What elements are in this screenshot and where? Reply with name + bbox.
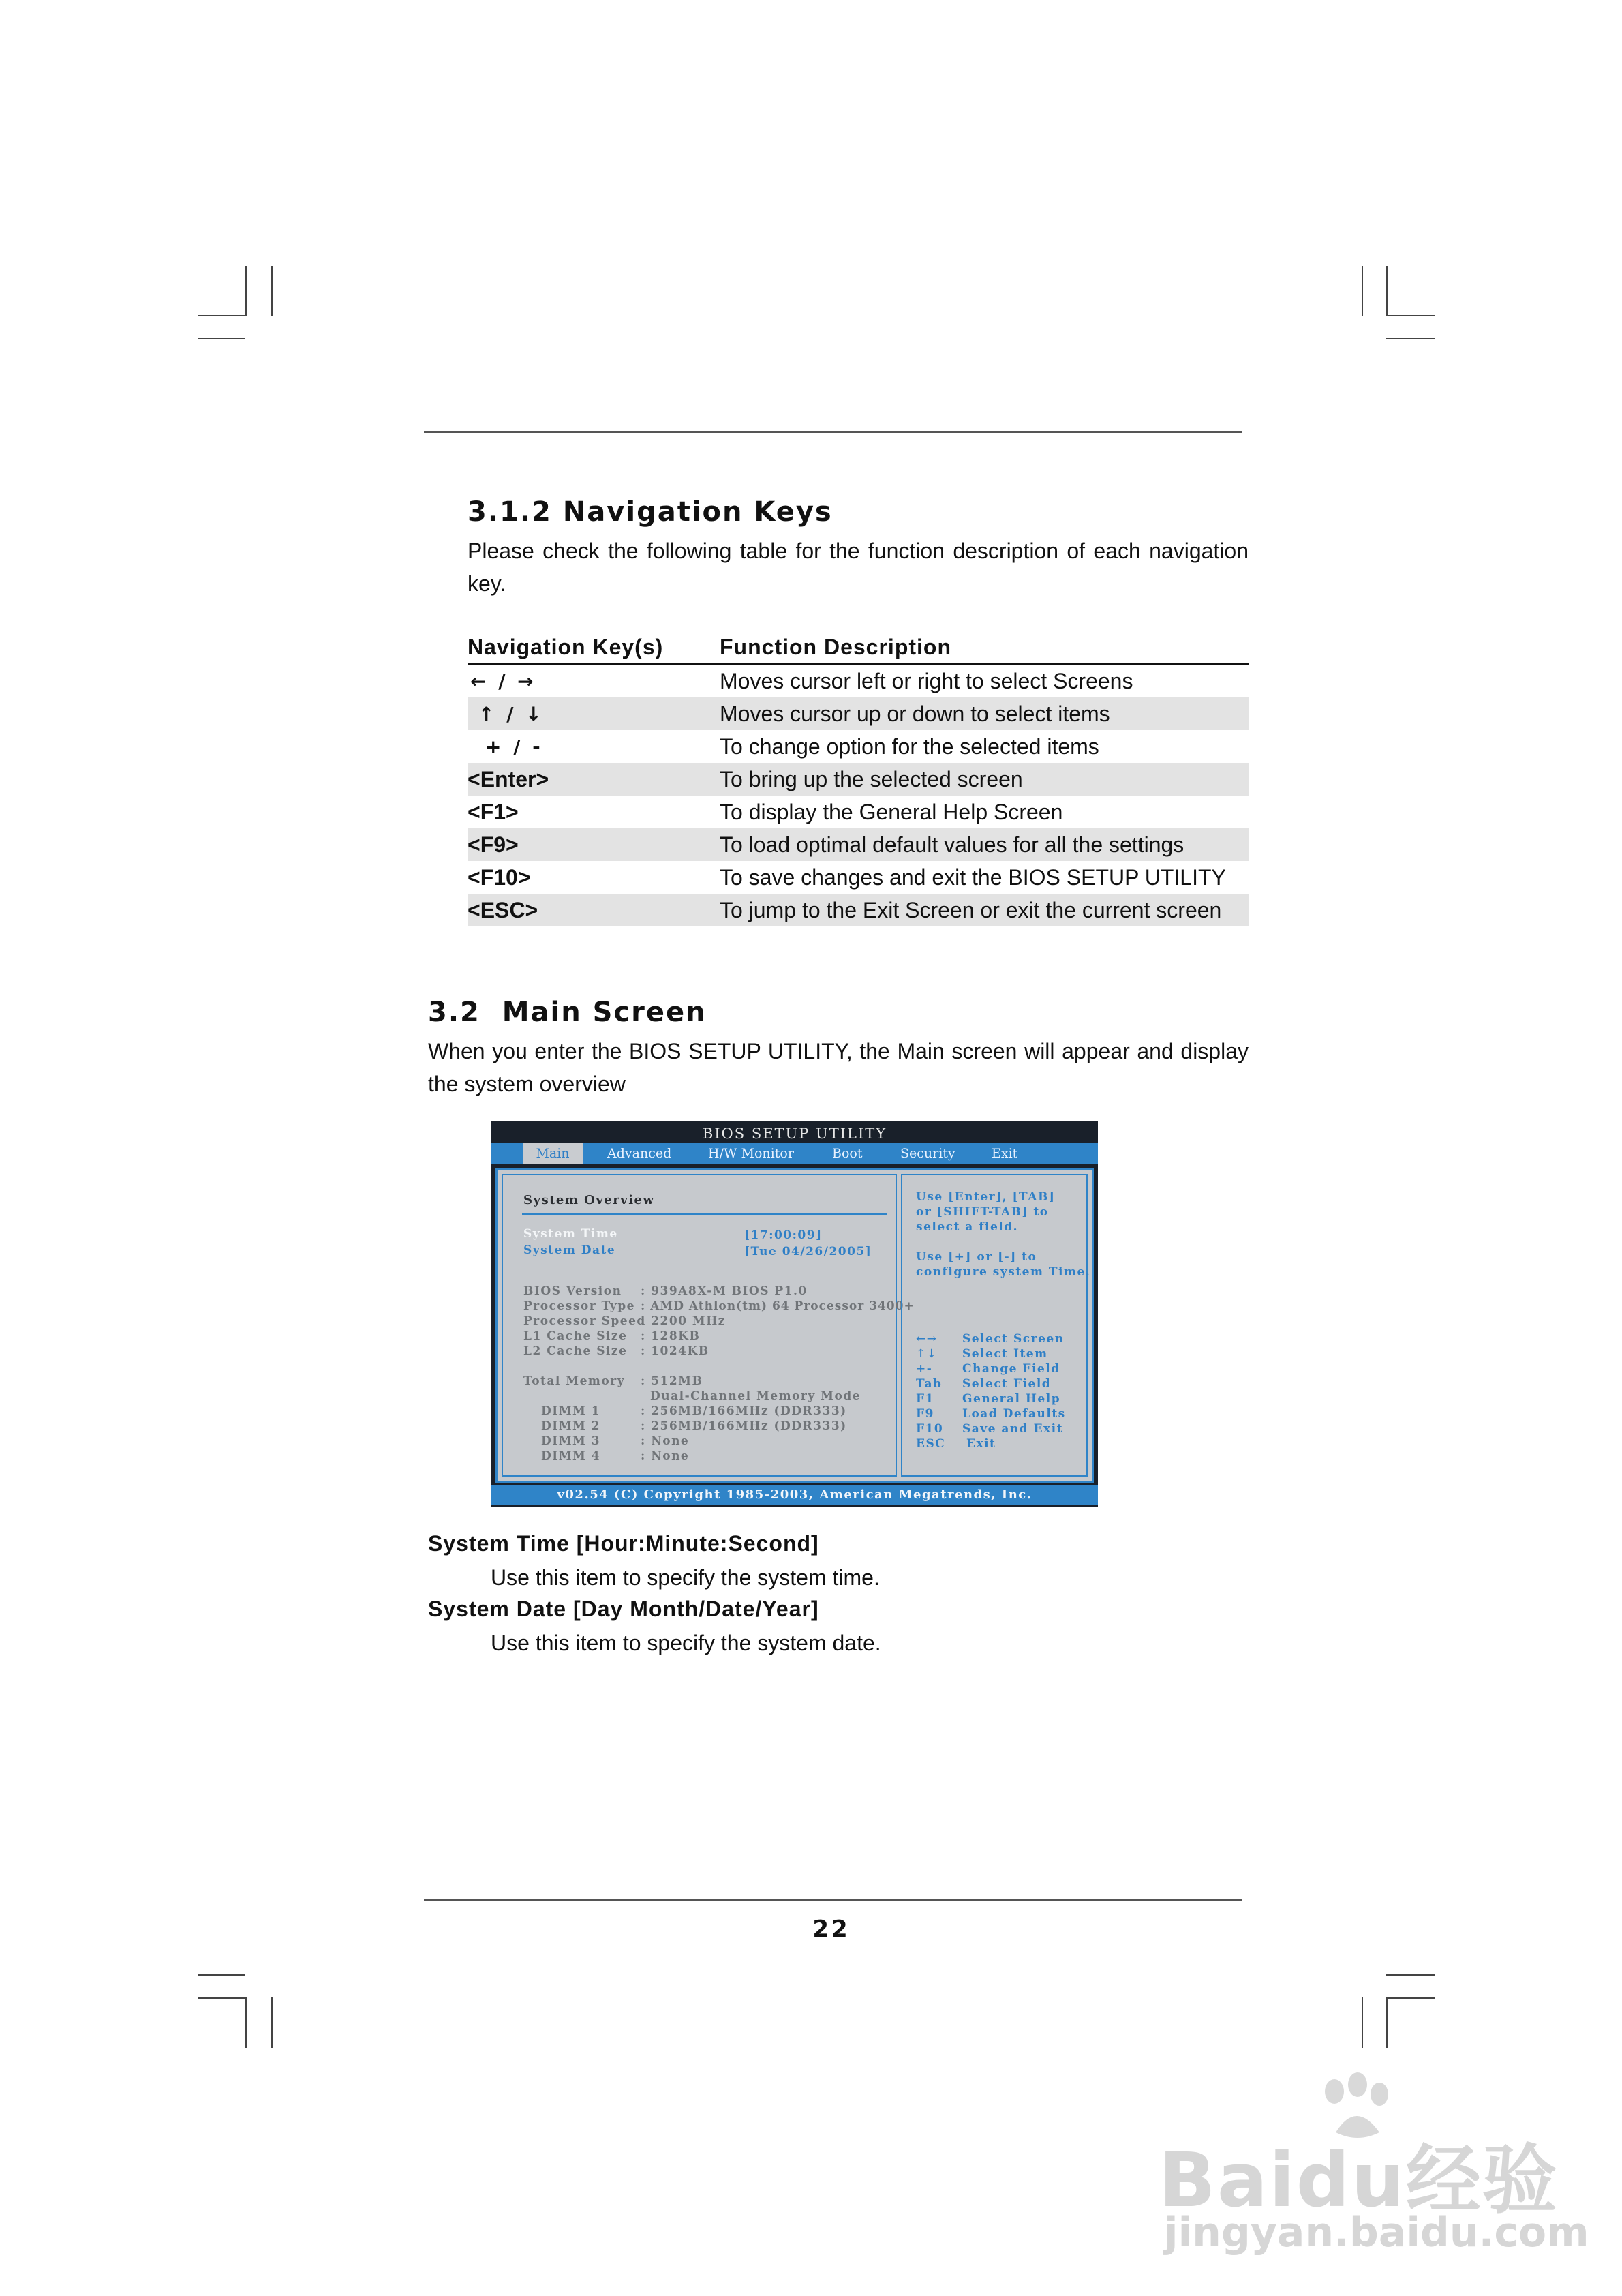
bios-tab-main[interactable]: Main <box>523 1143 583 1164</box>
key-cell: + / - <box>485 735 543 758</box>
bios-dimm-value: : None <box>641 1449 690 1463</box>
bios-memory-value: : 512MB <box>641 1374 703 1388</box>
key-cell: ← / → <box>470 669 536 693</box>
bios-footer: v02.54 (C) Copyright 1985-2003, American Megatrends, Inc. <box>491 1485 1098 1505</box>
description-cell: To display the General Help Screen <box>720 799 1063 824</box>
bios-info-value: : 128KB <box>641 1329 701 1343</box>
bios-help-line: Use [Enter], [TAB] <box>916 1190 1056 1204</box>
bios-overview-panel <box>502 1174 915 1477</box>
bios-memory-mode: Dual-Channel Memory Mode <box>650 1389 861 1403</box>
navigation-keys-table <box>468 631 1249 926</box>
bios-info-value: : 939A8X-M BIOS P1.0 <box>641 1284 808 1298</box>
column-header-description: Function Description <box>720 631 1249 664</box>
bios-body <box>495 1168 1094 1483</box>
bios-key-action: Change Field <box>962 1362 1060 1376</box>
bios-screenshot <box>491 1121 1098 1507</box>
bios-tab-exit[interactable]: Exit <box>992 1146 1018 1161</box>
crop-mark <box>1386 315 1435 316</box>
bios-dimm-label: DIMM 3 <box>541 1434 601 1448</box>
bios-dimm-label: DIMM 4 <box>541 1449 601 1463</box>
description-cell: To load optimal default values for all the settings <box>720 828 1249 861</box>
description-cell: Moves cursor up or down to select items <box>720 697 1249 730</box>
bios-key: +- <box>916 1362 933 1376</box>
bios-dimm-label: DIMM 1 <box>541 1404 601 1418</box>
bios-help-line: Use [+] or [-] to <box>916 1250 1037 1264</box>
bios-key: ←→ <box>916 1332 938 1346</box>
table-row <box>468 697 1249 730</box>
bios-help-line: configure system Time. <box>916 1265 1091 1279</box>
bios-info-value: : 2200 MHz <box>641 1314 726 1328</box>
bios-key: ↑↓ <box>916 1347 938 1361</box>
key-cell: <F10> <box>468 864 531 890</box>
crop-mark <box>245 266 247 316</box>
bios-heading-divider <box>522 1213 887 1215</box>
crop-mark <box>1386 338 1435 339</box>
bios-dimm-value: : 256MB/166MHz (DDR333) <box>641 1404 847 1418</box>
crop-mark <box>1386 1974 1435 1976</box>
table-row <box>468 730 1249 763</box>
bios-help-line: select a field. <box>916 1220 1019 1234</box>
bios-info-label: L1 Cache Size <box>523 1329 628 1343</box>
bios-key: F1 <box>916 1392 934 1406</box>
key-cell: <F9> <box>468 828 720 861</box>
bios-key: F10 <box>916 1422 944 1436</box>
bios-dimm-value: : None <box>641 1434 690 1448</box>
main-screen-intro: When you enter the BIOS SETUP UTILITY, the Main screen will appear and display the system overview <box>428 1039 1249 1096</box>
bios-menu-bar <box>491 1143 1098 1164</box>
bios-tab-hw-monitor[interactable]: H/W Monitor <box>708 1146 794 1161</box>
bios-dimm-value: : 256MB/166MHz (DDR333) <box>641 1419 847 1433</box>
bios-key-action: Select Item <box>962 1347 1048 1361</box>
bios-info-label: BIOS Version <box>523 1284 622 1298</box>
key-cell: <F1> <box>468 799 519 824</box>
crop-mark <box>198 338 245 339</box>
bios-key-action: Select Field <box>962 1377 1052 1391</box>
crop-mark <box>198 315 245 316</box>
bios-key-action: Save and Exit <box>962 1422 1063 1436</box>
description-cell: To save changes and exit the BIOS SETUP UTILITY <box>720 864 1226 890</box>
bios-info-label: Processor Speed <box>523 1314 646 1328</box>
section-title-main-screen: 3.2 Main Screen <box>428 997 707 1028</box>
crop-mark <box>245 1997 247 2048</box>
item-desc-system-time: Use this item to specify the system time. <box>491 1565 880 1590</box>
bios-info-label: Processor Type <box>523 1299 635 1313</box>
watermark-brand: Baidu经验 <box>1159 2136 1559 2224</box>
bios-info-value: : 1024KB <box>641 1344 709 1358</box>
bios-key-action: Exit <box>966 1437 996 1451</box>
bios-key: Tab <box>916 1377 943 1391</box>
bios-memory-label: Total Memory <box>523 1374 626 1388</box>
bios-key-action: Load Defaults <box>962 1407 1066 1421</box>
crop-mark <box>198 1974 245 1976</box>
table-row <box>468 664 1249 698</box>
crop-mark <box>1362 1997 1363 2048</box>
bios-key: ESC <box>916 1437 946 1451</box>
crop-mark <box>198 1997 245 1999</box>
crop-mark <box>271 266 273 316</box>
key-cell: ↑ / ↓ <box>468 697 720 730</box>
crop-mark <box>1386 1997 1435 1999</box>
item-title-system-time: System Time [Hour:Minute:Second] <box>428 1531 819 1556</box>
bios-tab-boot[interactable]: Boot <box>832 1146 863 1161</box>
bios-key-action: General Help <box>962 1392 1061 1406</box>
description-cell: To jump to the Exit Screen or exit the current screen <box>720 894 1249 926</box>
description-cell: To bring up the selected screen <box>720 763 1249 796</box>
description-cell: Moves cursor left or right to select Screens <box>720 668 1133 693</box>
table-row <box>468 861 1249 894</box>
bios-system-date-value[interactable]: [Tue 04/26/2005] <box>744 1245 872 1258</box>
bios-help-line: or [SHIFT-TAB] to <box>916 1205 1049 1219</box>
key-cell: <Enter> <box>468 763 720 796</box>
crop-mark <box>1386 1997 1388 2048</box>
item-desc-system-date: Use this item to specify the system date. <box>491 1631 881 1655</box>
key-cell: <ESC> <box>468 894 720 926</box>
section-title-navigation-keys: 3.1.2 Navigation Keys <box>468 496 833 528</box>
table-row <box>468 894 1249 926</box>
table-row <box>468 763 1249 796</box>
page-number: 22 <box>812 1916 851 1943</box>
bios-info-label: L2 Cache Size <box>523 1344 628 1358</box>
crop-mark <box>271 1997 273 2048</box>
crop-mark <box>1386 266 1388 316</box>
bios-overview-heading: System Overview <box>523 1193 655 1207</box>
table-row <box>468 828 1249 861</box>
bios-system-time-value[interactable]: [17:00:09] <box>744 1228 823 1242</box>
description-cell: To change option for the selected items <box>720 734 1099 759</box>
bios-dimm-label: DIMM 2 <box>541 1419 601 1433</box>
footer-rule <box>424 1899 1242 1901</box>
item-title-system-date: System Date [Day Month/Date/Year] <box>428 1597 819 1621</box>
table-row <box>468 796 1249 828</box>
bios-tab-security[interactable]: Security <box>900 1146 955 1161</box>
bios-tab-advanced[interactable]: Advanced <box>607 1146 672 1161</box>
bios-key: F9 <box>916 1407 934 1421</box>
bios-system-time-label[interactable]: System Time <box>523 1227 618 1241</box>
bios-system-date-label[interactable]: System Date <box>523 1243 616 1257</box>
header-rule <box>424 431 1242 433</box>
crop-mark <box>1362 266 1363 316</box>
bios-key-action: Select Screen <box>962 1332 1065 1346</box>
watermark-url: jingyan.baidu.com <box>1164 2209 1589 2256</box>
bios-title: BIOS SETUP UTILITY <box>702 1126 887 1142</box>
navigation-keys-intro: Please check the following table for the function description of each navigation key. <box>468 539 1249 596</box>
bios-help-panel <box>901 1174 1091 1477</box>
bios-info-value: : AMD Athlon(tm) 64 Processor 3400+ <box>641 1299 915 1313</box>
column-header-key: Navigation Key(s) <box>468 631 720 664</box>
